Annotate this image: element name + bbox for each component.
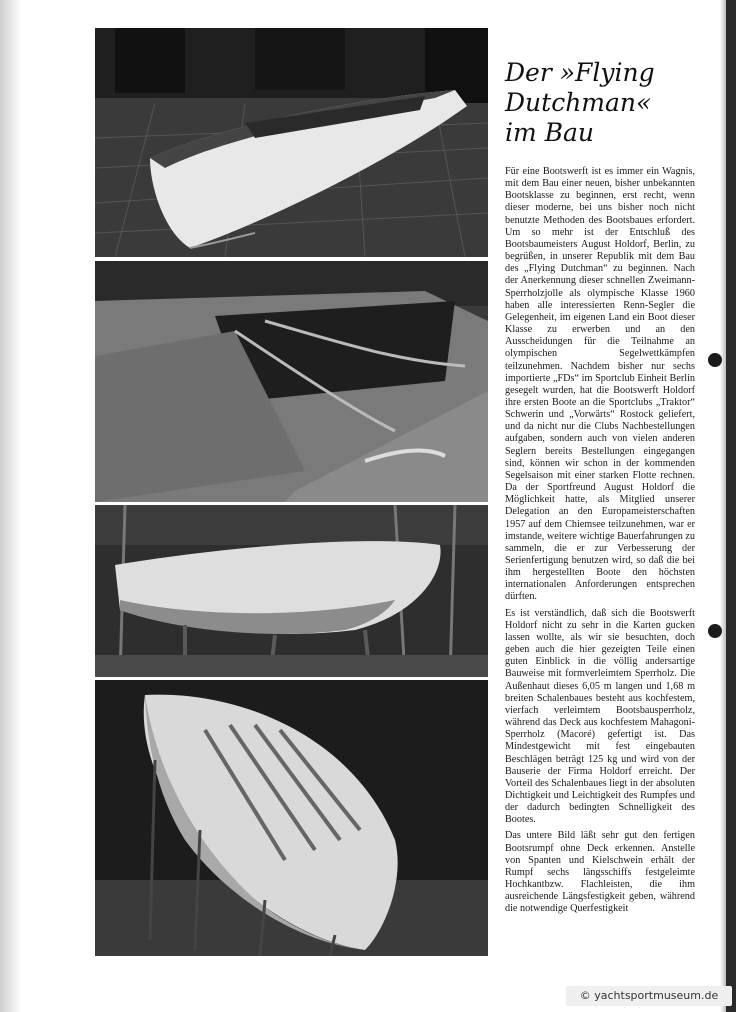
paragraph-2: Es ist verständlich, daß sich die Bootswerft Holdorf nicht zu sehr in die Karten gucken lassen wollte, als wir sie besuchten, doch geben auch die hier gezeigten Teile einen guten Einblick in die völlig andersartige Bauweise mit formverleimtem Sperrholz. Die Außenhaut dieses 6,05 m langen und 1,68 m breiten Schalenbaues besteht aus kochfestem, vierfach verleimtem Bootsbausperrholz, während das Deck aus kochfestem Mahagoni-Sperrholz (Macoré) gefertigt ist. Das Mindestgewicht mit fest eingebauten Beschlägen beträgt 125 kg und wird von der Bauserie der Firma Holdorf erreicht. Der Vorteil des Schalenbaues liegt in der absoluten Dichtigkeit und Leichtigkeit des Rumpfes und der dadurch bedingten Schnelligkeit des Bootes.	[505, 607, 695, 826]
photo-deck-closeup	[95, 261, 488, 502]
title-line-2: Dutchman«	[505, 88, 652, 117]
page-binding-shadow	[0, 0, 22, 1012]
punch-hole-icon	[708, 353, 722, 367]
paragraph-1: Für eine Bootswerft ist es immer ein Wagnis, mit dem Bau einer neuen, bisher unbekannten Bootsklasse zu beginnen, erst recht, wenn dieser moderne, bei uns bisher noch nicht benutzte Methoden des Bootsbaues erfordert. Um so mehr ist der Entschluß des Bootsbaumeisters August Holdorf, Berlin, zu begrüßen, in unserer Republik mit dem Bau des „Flying Dutchman“ zu beginnen. Nach der Anerkennung dieser schnellen Zweimann-Sperrholzjolle als olympische Klasse 1960 haben alle interessierten Renn-Segler die Gelegenheit, im eigenen Land ein Boot dieser Klasse zu erwerben und an den Ausscheidungen für die Teilnahme an olympischen Segelwettkämpfen teilzunehmen. Nachdem bisher nur sechs importierte „FDs“ im Sportclub Einheit Berlin gesegelt wurden, hat die Bootswerft Holdorf ihre ersten Boote an die Sportclubs „Traktor“ Schwerin und „Vorwärts“ Rostock geliefert, und da nicht nur die Clubs Nachbestellungen aufgaben, sondern auch von vielen anderen Seglern bereits Bestellungen eingegangen sind, können wir schon in der kommenden Segelsaison mit einer starken Flotte rechnen. Da der Sportfreund August Holdorf die Möglichkeit hatte, als Mitglied unserer Delegation an den Europameisterschaften 1957 auf dem Chiemsee teilzunehmen, war er imstande, weitere wichtige Bauerfahrungen zu sammeln, die er zur Verbesserung der Serienfertigung benutzen wird, so daß die bei ihm hergestellten Boote den höchsten internationalen Anforderungen entsprechen dürften.	[505, 166, 695, 603]
article-title	[505, 58, 715, 148]
title-line-3: im Bau	[505, 118, 595, 147]
photo-hull-on-frames	[95, 505, 488, 677]
article-body	[505, 166, 695, 920]
paragraph-3: Das untere Bild läßt sehr gut den fertigen Bootsrumpf ohne Deck erkennen. Anstelle von Spanten und Kielschwein erhält der Rumpf sechs längsschiffs festgeleimte Hochkantbzw. Flachleisten, die ihm ausreichende Längsfestigkeit geben, während die notwendige Querfestigkeit	[505, 830, 695, 915]
title-line-1: Der »Flying	[505, 58, 655, 87]
watermark-label: © yachtsportmuseum.de	[566, 986, 732, 1006]
photo-finished-boat	[95, 28, 488, 257]
photo-hull-interior	[95, 680, 488, 956]
page-right-edge	[726, 0, 736, 1012]
punch-hole-icon	[708, 624, 722, 638]
